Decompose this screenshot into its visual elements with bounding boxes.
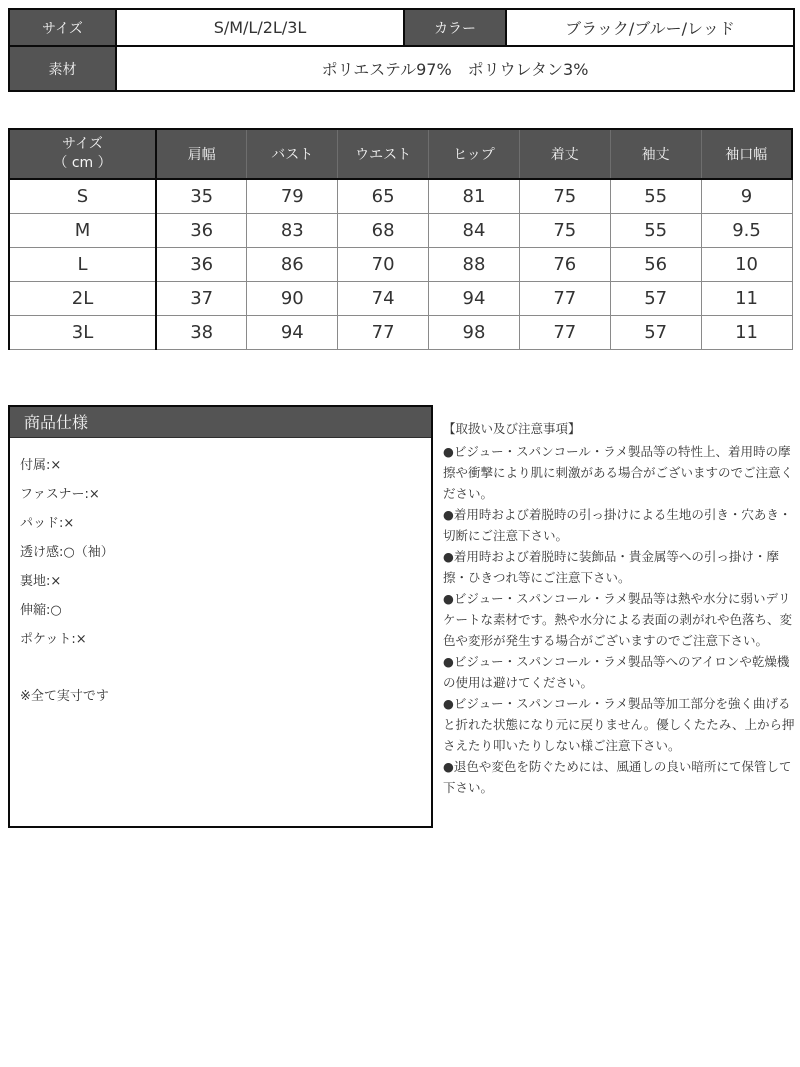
measure-value-cell: 90	[247, 281, 338, 315]
color-value-cell: ブラック/ブルー/レッド	[506, 9, 794, 46]
note-item: ●ビジュー・スパンコール・ラメ製品等へのアイロンや乾燥機の使用は避けてください。	[443, 654, 790, 690]
measure-value-cell: 57	[610, 315, 701, 349]
measure-value-cell: 55	[610, 179, 701, 213]
measure-value-cell: 68	[338, 213, 429, 247]
measure-value-cell: 76	[519, 247, 610, 281]
spec-item: パッド:×	[20, 516, 75, 531]
size-cm-header-cell	[9, 129, 156, 179]
size-table-row	[9, 213, 792, 247]
spec-item: ポケット:×	[20, 632, 87, 647]
spec-note: ※全て実寸です	[20, 689, 109, 704]
measure-value-cell: 75	[519, 179, 610, 213]
measure-value-cell: 98	[429, 315, 520, 349]
spec-item: 伸縮:○	[20, 603, 62, 618]
size-table-row	[9, 315, 792, 349]
measure-value-cell: 77	[519, 281, 610, 315]
spec-item: ファスナー:×	[20, 487, 100, 502]
size-table-header-row	[9, 129, 792, 179]
measure-value-cell: 9.5	[701, 213, 792, 247]
size-name-cell: 2L	[9, 281, 156, 315]
measure-header-cell: 着丈	[519, 129, 610, 179]
size-table-row	[9, 281, 792, 315]
size-measurement-table	[8, 128, 793, 350]
size-name-cell: 3L	[9, 315, 156, 349]
measure-value-cell: 11	[701, 281, 792, 315]
measure-value-cell: 75	[519, 213, 610, 247]
size-label-cell: サイズ	[9, 9, 116, 46]
size-table-body	[9, 179, 792, 349]
spec-list	[10, 438, 431, 711]
note-item: ●退色や変色を防ぐためには、風通しの良い暗所にて保管して下さい。	[443, 759, 792, 795]
measure-header-cell: バスト	[247, 129, 338, 179]
measure-value-cell: 57	[610, 281, 701, 315]
measure-value-cell: 11	[701, 315, 792, 349]
measure-header-cell: 袖口幅	[701, 129, 792, 179]
note-item: ●ビジュー・スパンコール・ラメ製品等の特性上、着用時の摩擦や衝撃により肌に刺激がある場合がございますのでご注意ください。	[443, 444, 794, 501]
size-name-cell: S	[9, 179, 156, 213]
measure-value-cell: 77	[338, 315, 429, 349]
measure-value-cell: 65	[338, 179, 429, 213]
measure-value-cell: 84	[429, 213, 520, 247]
measure-value-cell: 77	[519, 315, 610, 349]
handling-notes-title: 【取扱い及び注意事項】	[443, 421, 581, 436]
measure-value-cell: 86	[247, 247, 338, 281]
measure-header-cell: 袖丈	[610, 129, 701, 179]
material-value-cell: ポリエステル97% ポリウレタン3%	[116, 46, 794, 91]
material-label-cell: 素材	[9, 46, 116, 91]
size-header-line1: サイズ	[62, 136, 103, 152]
measure-value-cell: 35	[156, 179, 247, 213]
handling-notes	[443, 418, 796, 798]
measure-value-cell: 74	[338, 281, 429, 315]
spec-item: 付属:×	[20, 458, 62, 473]
info-row-size-color	[9, 9, 794, 46]
note-item: ●着用時および着脱時に装飾品・貴金属等への引っ掛け・摩擦・ひきつれ等にご注意下さい。	[443, 549, 779, 585]
size-name-cell: M	[9, 213, 156, 247]
spec-box-title: 商品仕様	[10, 407, 431, 438]
measure-value-cell: 56	[610, 247, 701, 281]
measure-value-cell: 70	[338, 247, 429, 281]
measure-value-cell: 10	[701, 247, 792, 281]
color-label-cell: カラー	[404, 9, 506, 46]
note-item: ●着用時および着脱時の引っ掛けによる生地の引き・穴あき・切断にご注意下さい。	[443, 507, 792, 543]
product-info-table	[8, 8, 795, 92]
measure-value-cell: 38	[156, 315, 247, 349]
measure-value-cell: 36	[156, 213, 247, 247]
notes-list	[443, 441, 796, 798]
measure-value-cell: 94	[429, 281, 520, 315]
spec-item: 透け感:○（袖）	[20, 545, 114, 560]
measure-value-cell: 83	[247, 213, 338, 247]
product-spec-box	[8, 405, 433, 828]
measure-value-cell: 94	[247, 315, 338, 349]
note-item: ●ビジュー・スパンコール・ラメ製品等は熱や水分に弱いデリケートな素材です。熱や水分による表面の剥がれや色落ち、変色や変形が発生する場合がございますのでご注意下さい。	[443, 591, 793, 648]
size-table-row	[9, 247, 792, 281]
size-header-line2: （ cm ）	[53, 155, 112, 171]
size-value-cell: S/M/L/2L/3L	[116, 9, 404, 46]
measure-value-cell: 55	[610, 213, 701, 247]
measure-value-cell: 79	[247, 179, 338, 213]
spec-item: 裏地:×	[20, 574, 62, 589]
measure-value-cell: 81	[429, 179, 520, 213]
note-item: ●ビジュー・スパンコール・ラメ製品等加工部分を強く曲げると折れた状態になり元に戻りません。優しくたたみ、上から押さえたり叩いたりしない様ご注意下さい。	[443, 696, 795, 753]
measure-value-cell: 37	[156, 281, 247, 315]
info-row-material	[9, 46, 794, 91]
size-table-row	[9, 179, 792, 213]
measure-value-cell: 36	[156, 247, 247, 281]
measure-header-cell: 肩幅	[156, 129, 247, 179]
measure-header-cell: ヒップ	[429, 129, 520, 179]
measure-value-cell: 9	[701, 179, 792, 213]
measure-value-cell: 88	[429, 247, 520, 281]
measure-header-cell: ウエスト	[338, 129, 429, 179]
size-name-cell: L	[9, 247, 156, 281]
